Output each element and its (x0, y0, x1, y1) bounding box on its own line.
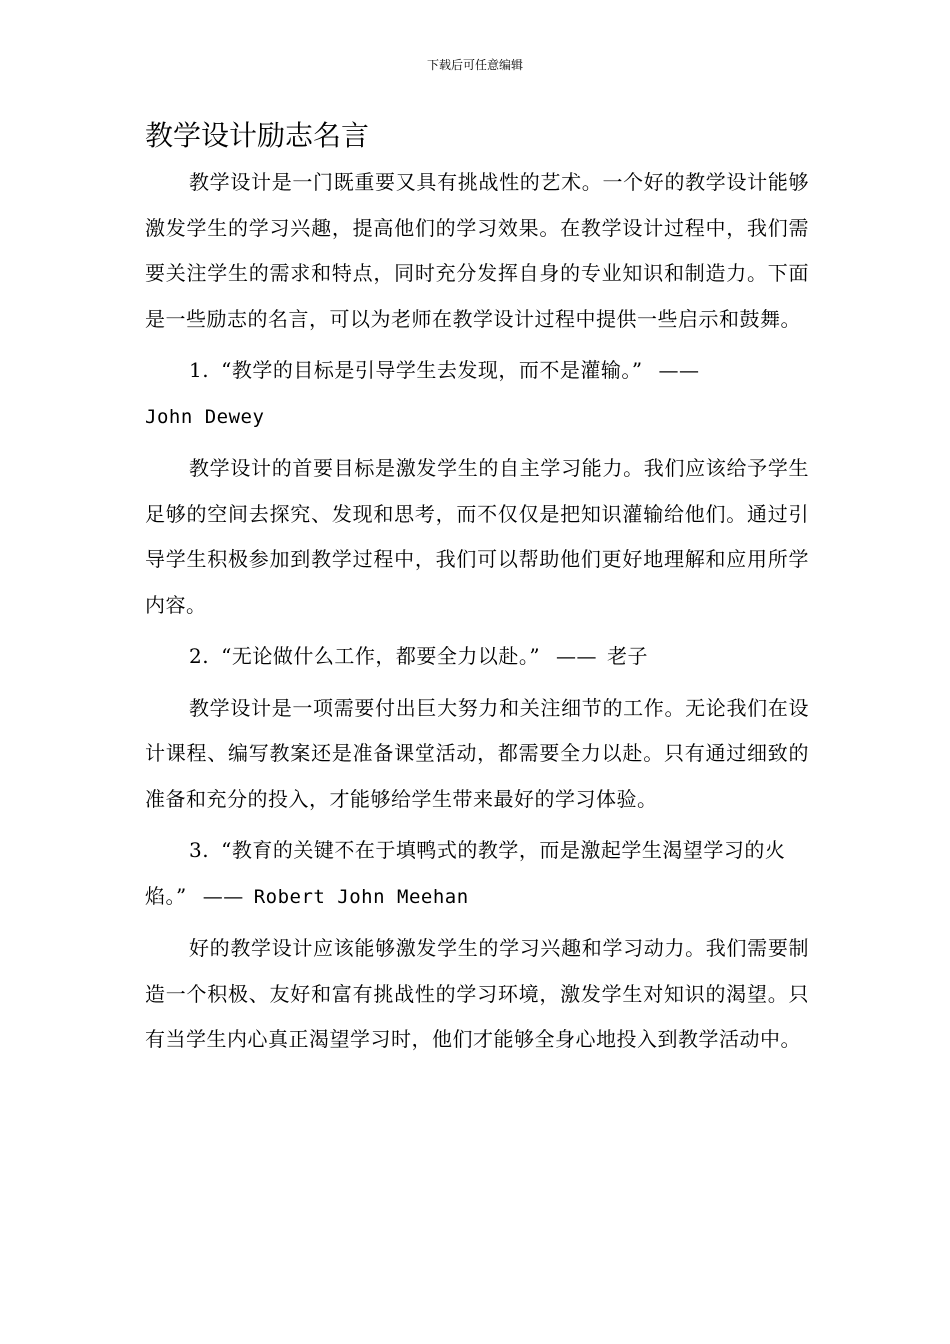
document-body (145, 160, 809, 1069)
quote-3-explanation: 好的教学设计应该能够激发学生的学习兴趣和学习动力。我们需要制造一个积极、友好和富有挑战性的学习环境，激发学生对知识的渴望。只有当学生内心真正渴望学习时，他们才能够全身心地投入到教学活动中。 (145, 936, 809, 1051)
intro-paragraph: 教学设计是一门既重要又具有挑战性的艺术。一个好的教学设计能够激发学生的学习兴趣，提高他们的学习效果。在教学设计过程中，我们需要关注学生的需求和特点，同时充分发挥自身的专业知识和制造力。下面是一些励志的名言，可以为老师在教学设计过程中提供一些启示和鼓舞。 (145, 170, 809, 331)
quote-dash: —— (658, 358, 700, 382)
quote-number: 2. (189, 644, 210, 668)
quote-text: “教学的目标是引导学生去发现，而不是灌输。” (221, 358, 643, 382)
quote-2-explanation: 教学设计是一项需要付出巨大努力和关注细节的工作。无论我们在设计课程、编写教案还是准备课堂活动，都需要全力以赴。只有通过细致的准备和充分的投入，才能够给学生带来最好的学习体验。 (145, 695, 809, 811)
header-note: 下载后可任意编辑 (426, 58, 523, 72)
quote-author: Robert John Meehan (253, 885, 469, 908)
quote-number: 1. (189, 358, 210, 382)
quote-text: “无论做什么工作，都要全力以赴。” (221, 644, 541, 668)
quote-author: John Dewey (145, 405, 265, 428)
quote-1-explanation: 教学设计的首要目标是激发学生的自主学习能力。我们应该给予学生足够的空间去探究、发现和思考，而不仅仅是把知识灌输给他们。通过引导学生积极参加到教学过程中，我们可以帮助他们更好地理解和应用所学内容。 (145, 456, 809, 617)
quote-2 (145, 634, 809, 680)
quote-dash: —— (556, 644, 598, 668)
document-title: 教学设计励志名言 (145, 119, 370, 152)
quote-dash: —— (202, 883, 244, 908)
quote-1 (145, 348, 809, 440)
quote-3 (145, 828, 809, 920)
quote-text: “教育的关键不在于填鸭式的教学，而是激起学生渴望学习的火焰。” (145, 838, 786, 908)
quote-author: 老子 (607, 644, 649, 668)
quote-number: 3. (189, 838, 210, 862)
